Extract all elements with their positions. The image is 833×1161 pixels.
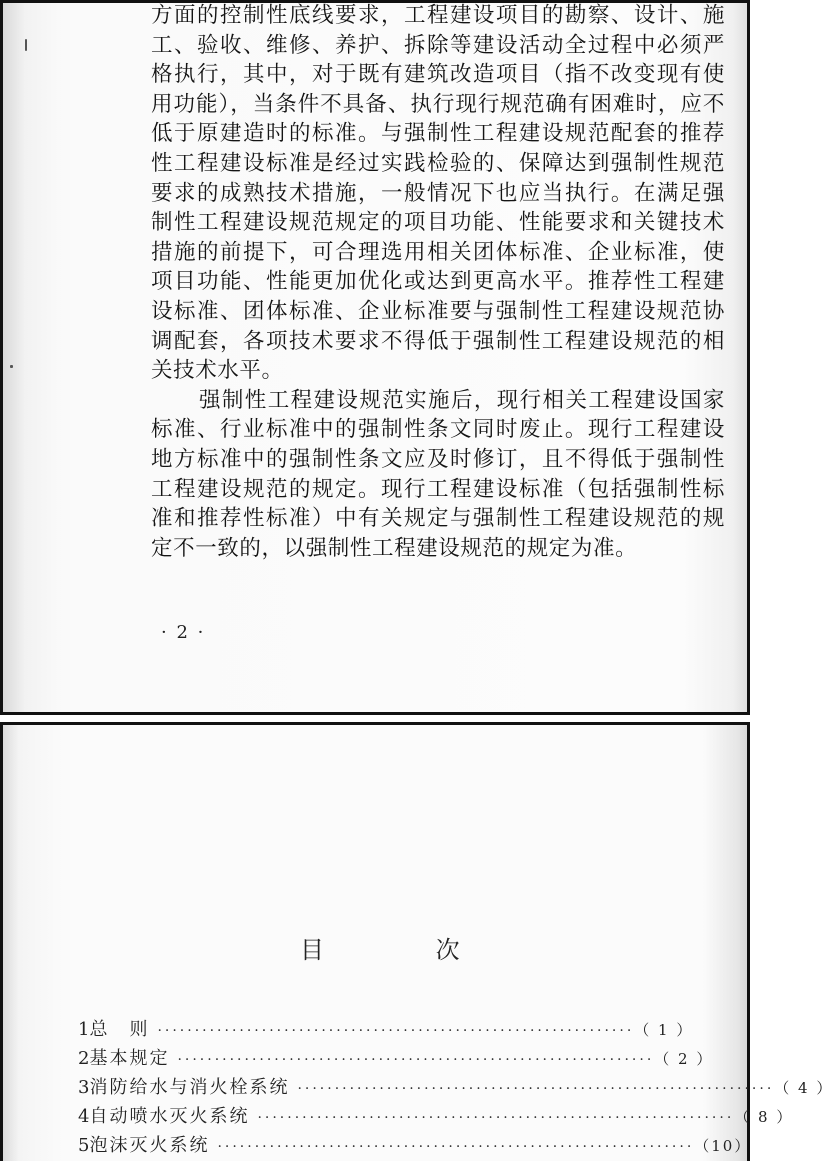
margin-mark bbox=[10, 365, 13, 368]
toc-item-number: 1 bbox=[78, 1019, 90, 1040]
paragraph-1: 方面的控制性底线要求，工程建设项目的勘察、设计、施工、验收、维修、养护、拆除等建设活动全过程中必须严格执行，其中，对于既有建筑改造项目（指不改变现有使用功能），当条件不具备、执行现行规范确有困难时，应不低于原建造时的标准。与强制性工程建设规范配套的推荐性工程建设标准是经过实践检验的、保障达到强制性规范要求的成熟技术措施，一般情况下也应当执行。在满足强制性工程建设规范规定的项目功能、性能要求和关键技术措施的前提下，可合理选用相关团体标准、企业标准，使项目功能、性能更加优化或达到更高水平。推荐性工程建设标准、团体标准、企业标准要与强制性工程建设规范协调配套，各项技术要求不得低于强制性工程建设规范的相关技术水平。 bbox=[151, 3, 725, 384]
toc-item[interactable] bbox=[78, 1044, 714, 1073]
toc-title: 目 次 bbox=[300, 936, 512, 964]
toc-item[interactable] bbox=[78, 1131, 752, 1160]
toc-item-page: （ 2 ） bbox=[654, 1050, 714, 1068]
toc-item-number: 2 bbox=[78, 1048, 90, 1069]
toc-item-label: 消防给水与消火栓系统 bbox=[89, 1077, 290, 1098]
toc-item-label: 基本规定 bbox=[89, 1048, 170, 1069]
toc-item-label: 泡沫灭火系统 bbox=[89, 1135, 210, 1156]
toc-item[interactable] bbox=[78, 1015, 694, 1044]
toc-item-label: 总 则 bbox=[89, 1019, 150, 1040]
toc-dot-leader: ································································ bbox=[157, 1023, 635, 1039]
toc-item-number: 4 bbox=[78, 1106, 90, 1127]
page-number: · 2 · bbox=[161, 622, 206, 643]
toc-dot-leader: ································································ bbox=[257, 1110, 735, 1126]
toc-dot-leader: ································································ bbox=[217, 1139, 695, 1155]
toc-item-number: 5 bbox=[78, 1135, 90, 1156]
margin-mark bbox=[25, 39, 27, 51]
toc-item-page: （ 1 ） bbox=[634, 1021, 694, 1039]
body-text bbox=[151, 1, 725, 563]
toc-item[interactable] bbox=[78, 1073, 833, 1102]
paragraph-2: 强制性工程建设规范实施后，现行相关工程建设国家标准、行业标准中的强制性条文同时废止。现行工程建设地方标准中的强制性条文应及时修订，且不得低于强制性工程建设规范的规定。现行工程建设标准（包括强制性标准和推荐性标准）中有关规定与强制性工程建设规范的规定不一致的，以强制性工程建设规范的规定为准。 bbox=[151, 387, 725, 561]
toc-item[interactable] bbox=[78, 1102, 794, 1131]
toc-item-label: 自动喷水灭火系统 bbox=[89, 1106, 250, 1127]
table-of-contents bbox=[78, 1015, 833, 1160]
toc-item-page: （ 4 ） bbox=[774, 1079, 833, 1097]
toc-dot-leader: ································································ bbox=[297, 1081, 775, 1097]
toc-item-page: （ 8 ） bbox=[734, 1108, 794, 1126]
toc-dot-leader: ································································ bbox=[177, 1052, 655, 1068]
toc-item-number: 3 bbox=[78, 1077, 90, 1098]
toc-item-page: （10） bbox=[694, 1137, 752, 1155]
